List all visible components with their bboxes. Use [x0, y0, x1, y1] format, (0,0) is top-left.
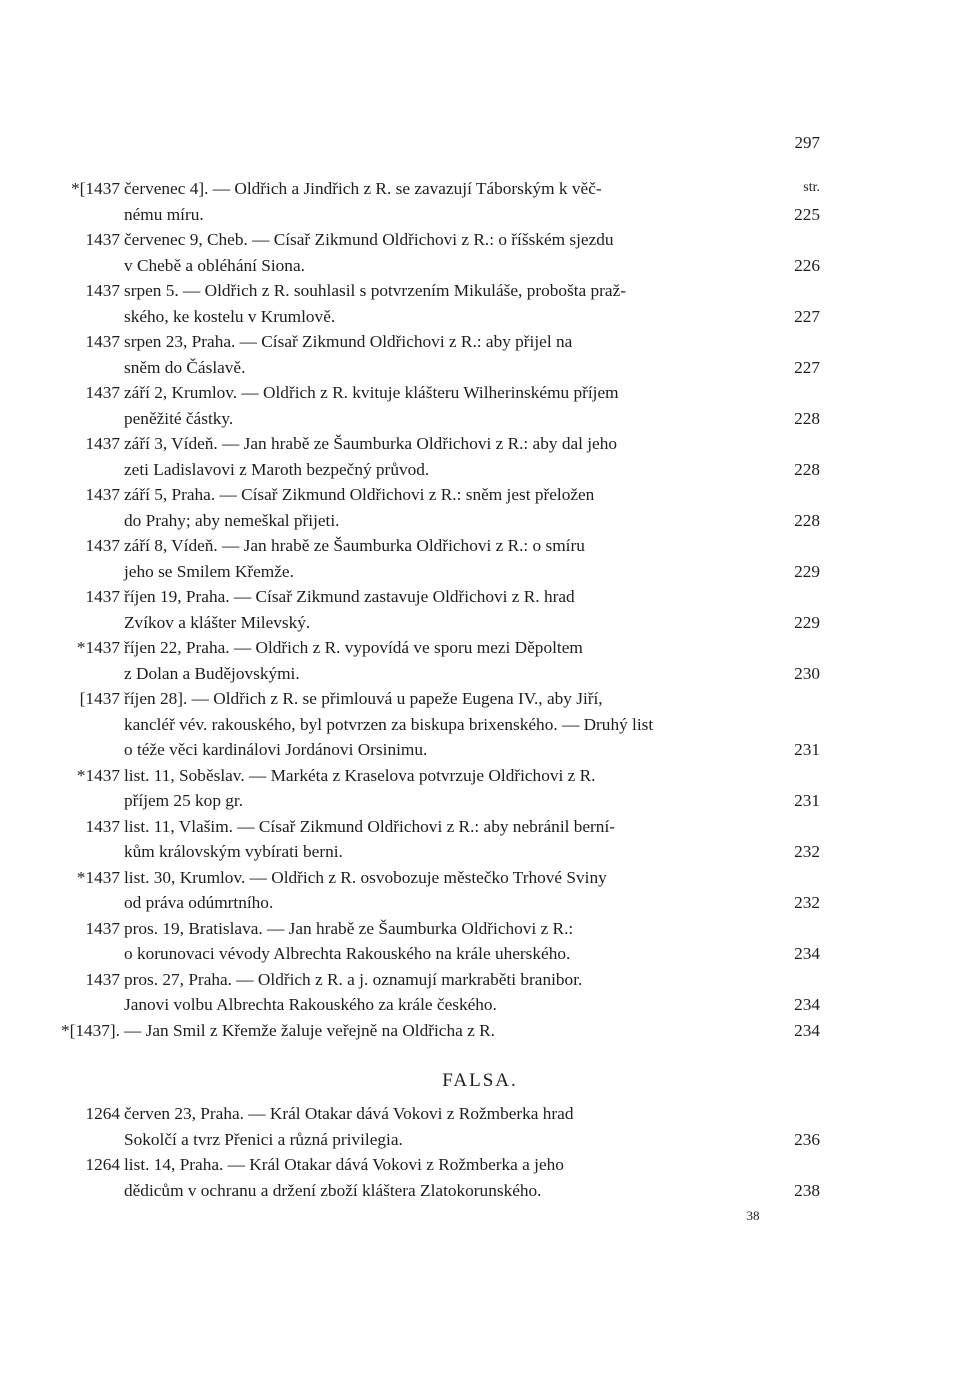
signature-mark: 38	[746, 1208, 760, 1223]
entry-year: 1437	[85, 434, 120, 453]
entry-text-line: z Dolan a Budějovskými.	[124, 663, 300, 683]
list-item	[60, 1018, 820, 1044]
entry-page-ref: 228	[794, 459, 820, 479]
entry-text-line: v Chebě a obléhání Siona.	[124, 255, 305, 275]
entry-year: 1437	[85, 536, 120, 555]
entry-text-line: září 3, Vídeň. — Jan hrabě ze Šaumburka Oldřichovi z R.: aby dal jeho	[124, 434, 618, 453]
entry-year: 1437	[85, 485, 120, 504]
entry-year: *[1437].	[60, 1020, 120, 1040]
entry-text-line: příjem 25 kop gr.	[124, 791, 244, 810]
entry-text-line: červenec 9, Cheb. — Císař Zikmund Oldřichovi z R.: o říšském sjezdu	[124, 230, 614, 249]
entry-text-line: říjen 22, Praha. — Oldřich z R. vypovídá ve sporu mezi Děpoltem	[124, 638, 583, 657]
entry-text-line: zeti Ladislavovi z Maroth bezpečný průvod.	[124, 459, 430, 479]
entry-text-line: do Prahy; aby nemeškal přijeti.	[124, 510, 340, 530]
entry-text-line: Sokolčí a tvrz Přenici a různá privilegia.	[124, 1129, 403, 1149]
entry-year: 1437	[85, 230, 120, 249]
entry-page-ref: 234	[794, 944, 820, 963]
entry-text-line: kům královským vybírati berni.	[124, 842, 343, 861]
entry-text-line: červenec 4]. — Oldřich a Jindřich z R. se zavazují Táborským k věč-	[124, 179, 602, 198]
list-item	[60, 967, 820, 1018]
list-item	[60, 380, 820, 431]
entry-text-line: list. 11, Soběslav. — Markéta z Kraselova potvrzuje Oldřichovi z R.	[124, 765, 596, 785]
entry-text-line: září 8, Vídeň. — Jan hrabě ze Šaumburka Oldřichovi z R.: o smíru	[124, 536, 585, 555]
entry-text-line: list. 14, Praha. — Král Otakar dává Vokovi z Rožmberka a jeho	[124, 1155, 564, 1174]
list-item	[60, 329, 820, 380]
entry-page-ref: 226	[794, 255, 820, 275]
entry-text-line: jeho se Smilem Křemže.	[124, 561, 294, 581]
list-item	[60, 533, 820, 584]
entry-text-line: — Jan Smil z Křemže žaluje veřejně na Oldřicha z R.	[124, 1020, 495, 1040]
entry-page-ref: 231	[794, 740, 820, 759]
entry-text-line: Janovi volbu Albrechta Rakouského za krále českého.	[124, 995, 497, 1014]
entry-page-ref: 234	[794, 1020, 820, 1040]
entry-text-line: o téže věci kardinálovi Jordánovi Orsinimu.	[124, 740, 428, 759]
entry-page-ref: 231	[794, 791, 820, 810]
entry-page-ref: 238	[794, 1180, 820, 1200]
entry-year: 1437	[85, 587, 120, 606]
entry-page-ref: 236	[794, 1129, 820, 1149]
entry-year: *[1437	[71, 179, 120, 198]
list-item	[60, 1152, 820, 1203]
entry-year: 1437	[85, 816, 120, 836]
list-item	[60, 584, 820, 635]
section-heading: FALSA.	[442, 1070, 518, 1091]
entry-text-line: list. 30, Krumlov. — Oldřich z R. osvobozuje městečko Trhové Sviny	[124, 867, 607, 887]
entry-page-ref: 232	[794, 893, 820, 912]
entry-page-ref: 229	[794, 612, 820, 632]
list-item	[60, 176, 820, 227]
entry-page-ref: 234	[794, 995, 820, 1014]
list-item	[60, 814, 820, 865]
entry-text-line: nému míru.	[124, 204, 204, 224]
entry-page-ref: 227	[794, 357, 820, 377]
entry-year: 1264	[85, 1155, 120, 1174]
entry-text-line: pros. 27, Praha. — Oldřich z R. a j. oznamují markraběti branibor.	[124, 969, 583, 989]
entry-text-line: list. 11, Vlašim. — Císař Zikmund Oldřichovi z R.: aby nebránil berní-	[124, 816, 616, 836]
list-item	[60, 431, 820, 482]
entry-text-line: září 5, Praha. — Císař Zikmund Oldřichovi z R.: sněm jest přeložen	[124, 485, 595, 504]
entry-year: 1264	[85, 1104, 120, 1123]
entry-text-line: peněžité částky.	[124, 408, 234, 428]
entry-text-line: Zvíkov a klášter Milevský.	[124, 612, 311, 632]
entry-text-line: dědicům v ochranu a držení zboží kláštera Zlatokorunského.	[124, 1180, 542, 1200]
entry-text-line: od práva odúmrtního.	[124, 893, 274, 912]
entry-year: *1437	[76, 765, 120, 785]
column-label-str: str.	[803, 180, 820, 195]
entry-text-line: říjen 19, Praha. — Císař Zikmund zastavuje Oldřichovi z R. hrad	[124, 587, 575, 606]
entry-year: *1437	[76, 638, 120, 657]
entry-page-ref: 228	[794, 510, 820, 530]
entry-year: 1437	[85, 969, 120, 989]
entry-page-ref: 228	[794, 408, 820, 428]
falsa-entries-list	[60, 1101, 820, 1203]
list-item	[60, 865, 820, 916]
list-item	[60, 686, 820, 763]
entry-page-ref: 225	[794, 204, 820, 224]
entry-text-line: pros. 19, Bratislava. — Jan hrabě ze Šaumburka Oldřichovi z R.:	[124, 918, 574, 938]
entry-text-line: kancléř vév. rakouského, byl potvrzen za biskupa brixenského. — Druhý list	[124, 714, 654, 734]
list-item	[60, 635, 820, 686]
entry-year: *1437	[76, 867, 120, 887]
entry-text-line: sněm do Čáslavě.	[124, 357, 246, 377]
entry-page-ref: 230	[794, 663, 820, 683]
list-item	[60, 482, 820, 533]
entry-year: 1437	[85, 918, 120, 938]
page-number: 297	[794, 133, 820, 152]
entry-text-line: srpen 5. — Oldřich z R. souhlasil s potvrzením Mikuláše, proboštа praž-	[124, 281, 627, 300]
list-item	[60, 763, 820, 814]
entries-list	[60, 176, 820, 1043]
entry-year: 1437	[85, 281, 120, 300]
entry-year: 1437	[85, 383, 120, 402]
list-item	[60, 278, 820, 329]
entry-text-line: o korunovaci vévody Albrechta Rakouského na krále uherského.	[124, 944, 571, 963]
entry-page-ref: 227	[794, 306, 820, 326]
list-item	[60, 227, 820, 278]
entry-year: [1437	[79, 689, 120, 708]
entry-text-line: srpen 23, Praha. — Císař Zikmund Oldřichovi z R.: aby přijel na	[124, 332, 573, 351]
entry-text-line: říjen 28]. — Oldřich z R. se přimlouvá u papeže Eugena IV., aby Jiří,	[124, 689, 603, 708]
list-item	[60, 1101, 820, 1152]
entry-page-ref: 229	[794, 561, 820, 581]
list-item	[60, 916, 820, 967]
entry-text-line: ského, ke kostelu v Krumlově.	[124, 306, 336, 326]
entry-year: 1437	[85, 332, 120, 351]
entry-text-line: září 2, Krumlov. — Oldřich z R. kvituje klášteru Wilherinskému příjem	[124, 383, 619, 402]
entry-page-ref: 232	[794, 842, 820, 861]
entry-text-line: červen 23, Praha. — Král Otakar dává Vokovi z Rožmberka hrad	[124, 1104, 574, 1123]
